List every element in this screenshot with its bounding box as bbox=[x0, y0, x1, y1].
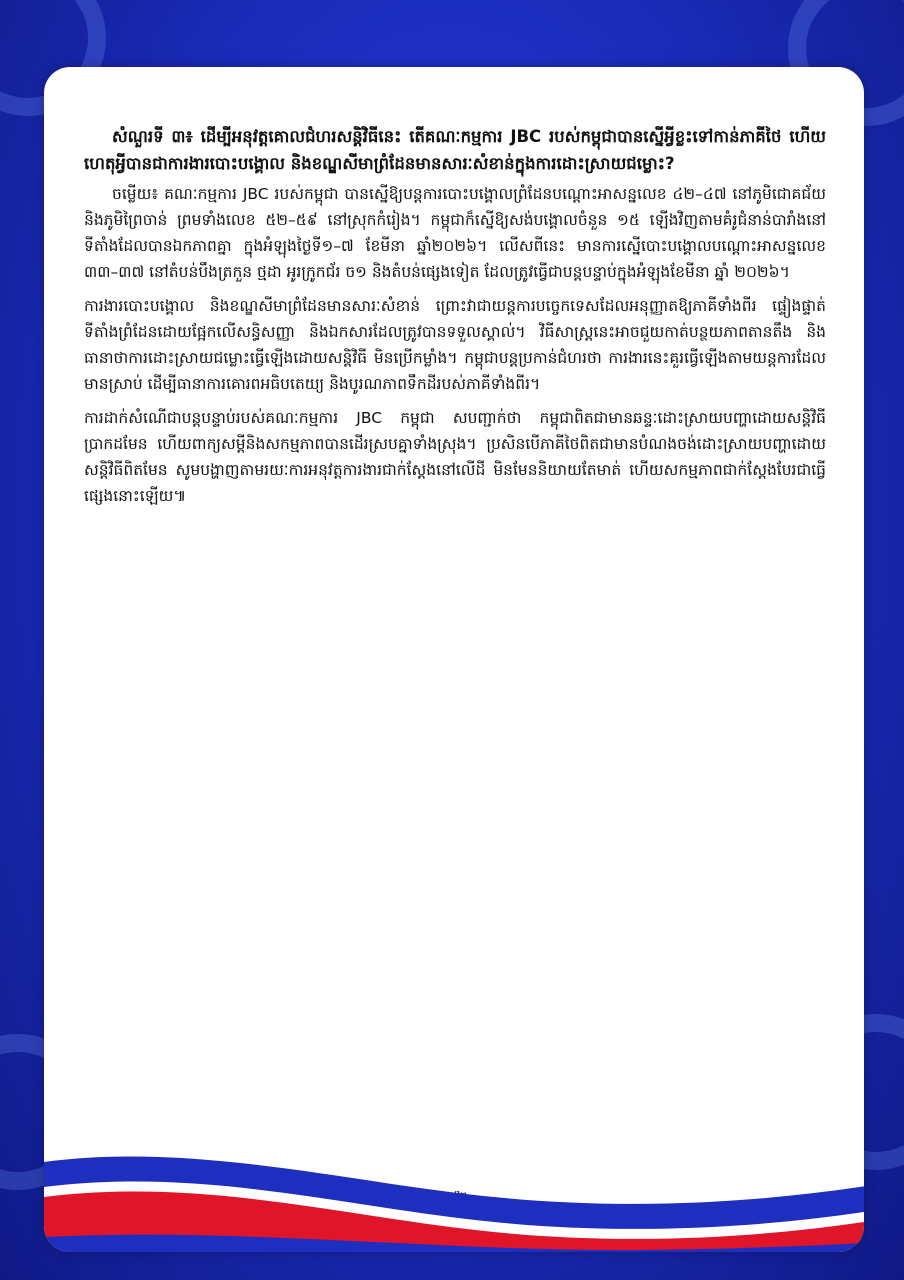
document-card bbox=[44, 67, 864, 1252]
question-heading: សំណួរទី ៣៖ ដើម្បីអនុវត្តគោលជំហរសន្តិវិធីនេះ តើគណៈកម្មការ JBC របស់កម្ពុជាបានស្នើអ្វីខ្លះទៅកាន់ភាគីថៃ ហើយហេតុអ្វីបានជាការងារបោះបង្គោល និងខណ្ឌសីមាព្រំដែនមានសារៈសំខាន់ក្នុងការដោះស្រាយជម្លោះ? bbox=[84, 127, 826, 173]
closing-paragraph: ការដាក់សំណើជាបន្តបន្ទាប់របស់គណៈកម្មការ JBC កម្ពុជា សបញ្ជាក់ថា កម្ពុជាពិតជាមានឆន្ទៈដោះស្រាយបញ្ហាដោយសន្តិវិធីប្រាកដមែន ហើយពាក្យសម្ដីនិងសកម្មភាពបានដើរស្របគ្នាទាំងស្រុង។ ប្រសិនបើភាគីថៃពិតជាមានបំណងចង់ដោះស្រាយបញ្ហាដោយសន្តិវិធីពិតមែន សូមបង្ហាញតាមរយៈការអនុវត្តការងារជាក់ស្ដែងនៅលើដី មិនមែននិយាយតែមាត់ ហើយសកម្មភាពជាក់ស្ដែងបែរជាធ្វើផ្សេងនោះឡើយ៕ bbox=[84, 409, 826, 505]
document-content bbox=[84, 123, 826, 517]
answer-paragraph: ចម្លើយ៖ គណៈកម្មការ JBC របស់កម្ពុជា បានស្នើឱ្យបន្តការបោះបង្គោលព្រំដែនបណ្ដោះអាសន្នលេខ ៤២–៤៧ នៅភូមិជោគជ័យ និងភូមិព្រៃចាន់ ព្រមទាំងលេខ ៥២–៥៩ នៅស្រុកកំរៀង។ កម្ពុជាក៏ស្នើឱ្យសង់បង្គោលចំនួន ១៥ ឡើងវិញតាមគំរូជំនាន់បារាំងនៅទីតាំងដែលបានឯកភាពគ្នា ក្នុងអំឡុងថ្ងៃទី១–៧ ខែមីនា ឆ្នាំ២០២៦។ លើសពីនេះ មានការស្នើបោះបង្គោលបណ្ដោះអាសន្នលេខ ៣៣–៣៧ នៅតំបន់បឹងត្រកួន ថ្មដា អូរក្រូកជ័រ ច១ និងតំបន់ផ្សេងទៀត ដែលត្រូវធ្វើជាបន្តបន្ទាប់ក្នុងអំឡុងខែមីនា ឆ្នាំ ២០២៦។ bbox=[84, 185, 826, 281]
body-paragraph: ការងារបោះបង្គោល និងខណ្ឌសីមាព្រំដែនមានសារៈសំខាន់ ព្រោះវាជាយន្តការបច្ចេកទេសដែលអនុញ្ញាតឱ្យភាគីទាំងពីរ ផ្ទៀងផ្ទាត់ទីតាំងព្រំដែនដោយផ្អែកលើសន្ធិសញ្ញា និងឯកសារដែលត្រូវបានទទួលស្គាល់។ វិធីសាស្ត្រនេះអាចជួយកាត់បន្ថយភាពតានតឹង និងធានាថាការដោះស្រាយជម្លោះធ្វើឡើងដោយសន្តិវិធី មិនប្រើកម្លាំង។ កម្ពុជាបន្តប្រកាន់ជំហរថា ការងារនេះគួរធ្វើឡើងតាមយន្តការដែលមានស្រាប់ ដើម្បីធានាការគោរពអធិបតេយ្យ និងបូរណភាពទឹកដីរបស់ភាគីទាំងពីរ។ bbox=[84, 297, 826, 393]
flag-wave-decoration bbox=[44, 1142, 864, 1252]
